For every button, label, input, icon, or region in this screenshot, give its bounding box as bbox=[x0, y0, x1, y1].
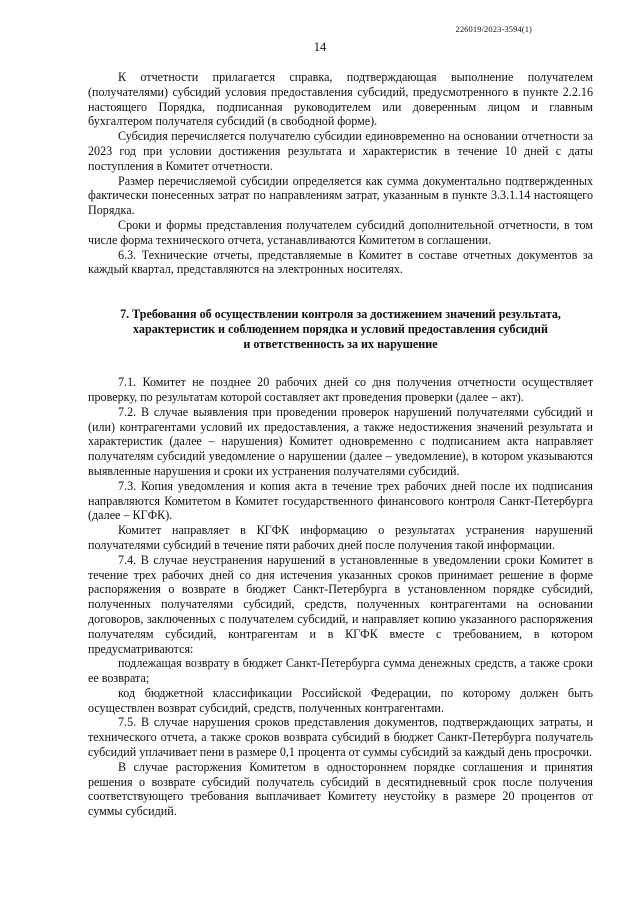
paragraph-6-3: 6.3. Технические отчеты, представляемые в Комитет в составе отчетных документов за каждый квартал, представляются на электронных носителях. bbox=[88, 247, 593, 277]
paragraph-7-5: 7.5. В случае нарушения сроков представления документов, подтверждающих затраты, и технического отчета, а также сроков возврата субсидий в бюджет Санкт-Петербурга получатель субсидий уплачивает пени в размере 0,1 процента от суммы субсидий за каждый день просрочки. bbox=[88, 715, 593, 760]
page-number: 14 bbox=[313, 40, 327, 54]
section-heading-line: 7. Требования об осуществлении контроля за достижением значений результата, bbox=[120, 307, 561, 322]
document-body bbox=[88, 70, 593, 819]
paragraph-7-1: 7.1. Комитет не позднее 20 рабочих дней со дня получения отчетности осуществляет проверку, по результатам которой составляет акт проведения проверки (далее – акт). bbox=[88, 375, 593, 404]
paragraph-7-2: 7.2. В случае выявления при проведении проверок нарушений получателями субсидий и (или) контрагентами условий их предоставления, а также недостижения значений результата и характеристик (далее – нарушения) Комитет одновременно с подписанием акта направляет получателям субсидий уведомление о нарушении (далее – уведомление), в котором указываются выявленные нарушения и сроки их устранения получателями субсидий. bbox=[88, 404, 593, 478]
paragraph-penalty: В случае расторжения Комитетом в одностороннем порядке соглашения и принятия решения о возврате субсидий получатель субсидий в десятидневный срок после получения соответствующего требования выплачивает Комитету неустойку в размере 20 процентов от суммы субсидий. bbox=[88, 759, 593, 819]
paragraph-7-4: 7.4. В случае неустранения нарушений в установленные в уведомлении сроки Комитет в течение трех рабочих дней со дня истечения указанных сроков принимает решение в форме распоряжения о возврате в бюджет Санкт-Петербурга в установленном порядке субсидий, полученных получателями субсидий, средств, полученных контрагентами на основании договоров, заключенных с получателем субсидий, и направляет копию указанного распоряжения получателям субсидий, контрагентам и в КГФК вместе с требованием, в котором предусматриваются: bbox=[88, 552, 593, 656]
paragraph-additional-reporting: Сроки и формы представления получателем субсидий дополнительной отчетности, в том числе форма технического отчета, устанавливаются Комитетом в соглашении. bbox=[88, 217, 593, 247]
paragraph-subsidy-transfer: Субсидия перечисляется получателю субсидии единовременно на основании отчетности за 2023 год при условии достижения результата и характеристик в течение 10 дней с даты поступления в Комитет отчетности. bbox=[88, 129, 593, 173]
paragraph-report-certificate: К отчетности прилагается справка, подтверждающая выполнение получателем (получателями) субсидий условия предоставления субсидий, предусмотренного в пункте 2.2.16 настоящего Порядка, подписанная руководителем или доверенным лицом и главным бухгалтером получателя субсидий (в свободной форме). bbox=[88, 70, 593, 129]
section-heading-line: характеристик и соблюдением порядка и условий предоставления субсидий bbox=[133, 322, 548, 337]
paragraph-7-3: 7.3. Копия уведомления и копия акта в течение трех рабочих дней после их подписания направляются Комитетом в Комитет государственного финансового контроля Санкт-Петербурга (далее – КГФК). bbox=[88, 478, 593, 523]
paragraph-budget-code: код бюджетной классификации Российской Федерации, по которому должен быть осуществлен возврат субсидий, средств, полученных контрагентами. bbox=[88, 685, 593, 715]
section-heading-line: и ответственность за их нарушение bbox=[243, 337, 438, 352]
paragraph-subsidy-amount: Размер перечисляемой субсидии определяется как сумма документально подтвержденных фактически понесенных затрат по направлениям затрат, указанным в пункте 3.3.1.14 настоящего Порядка. bbox=[88, 173, 593, 218]
paragraph-return-amount: подлежащая возврату в бюджет Санкт-Петербурга сумма денежных средств, а также сроки ее возврата; bbox=[88, 656, 593, 686]
section-7-heading bbox=[88, 307, 593, 352]
document-number: 226019/2023-3594(1) bbox=[455, 24, 532, 34]
paragraph-kgfk-info: Комитет направляет в КГФК информацию о результатах устранения нарушений получателями субсидий в течение пяти рабочих дней после получения такой информации. bbox=[88, 523, 593, 552]
